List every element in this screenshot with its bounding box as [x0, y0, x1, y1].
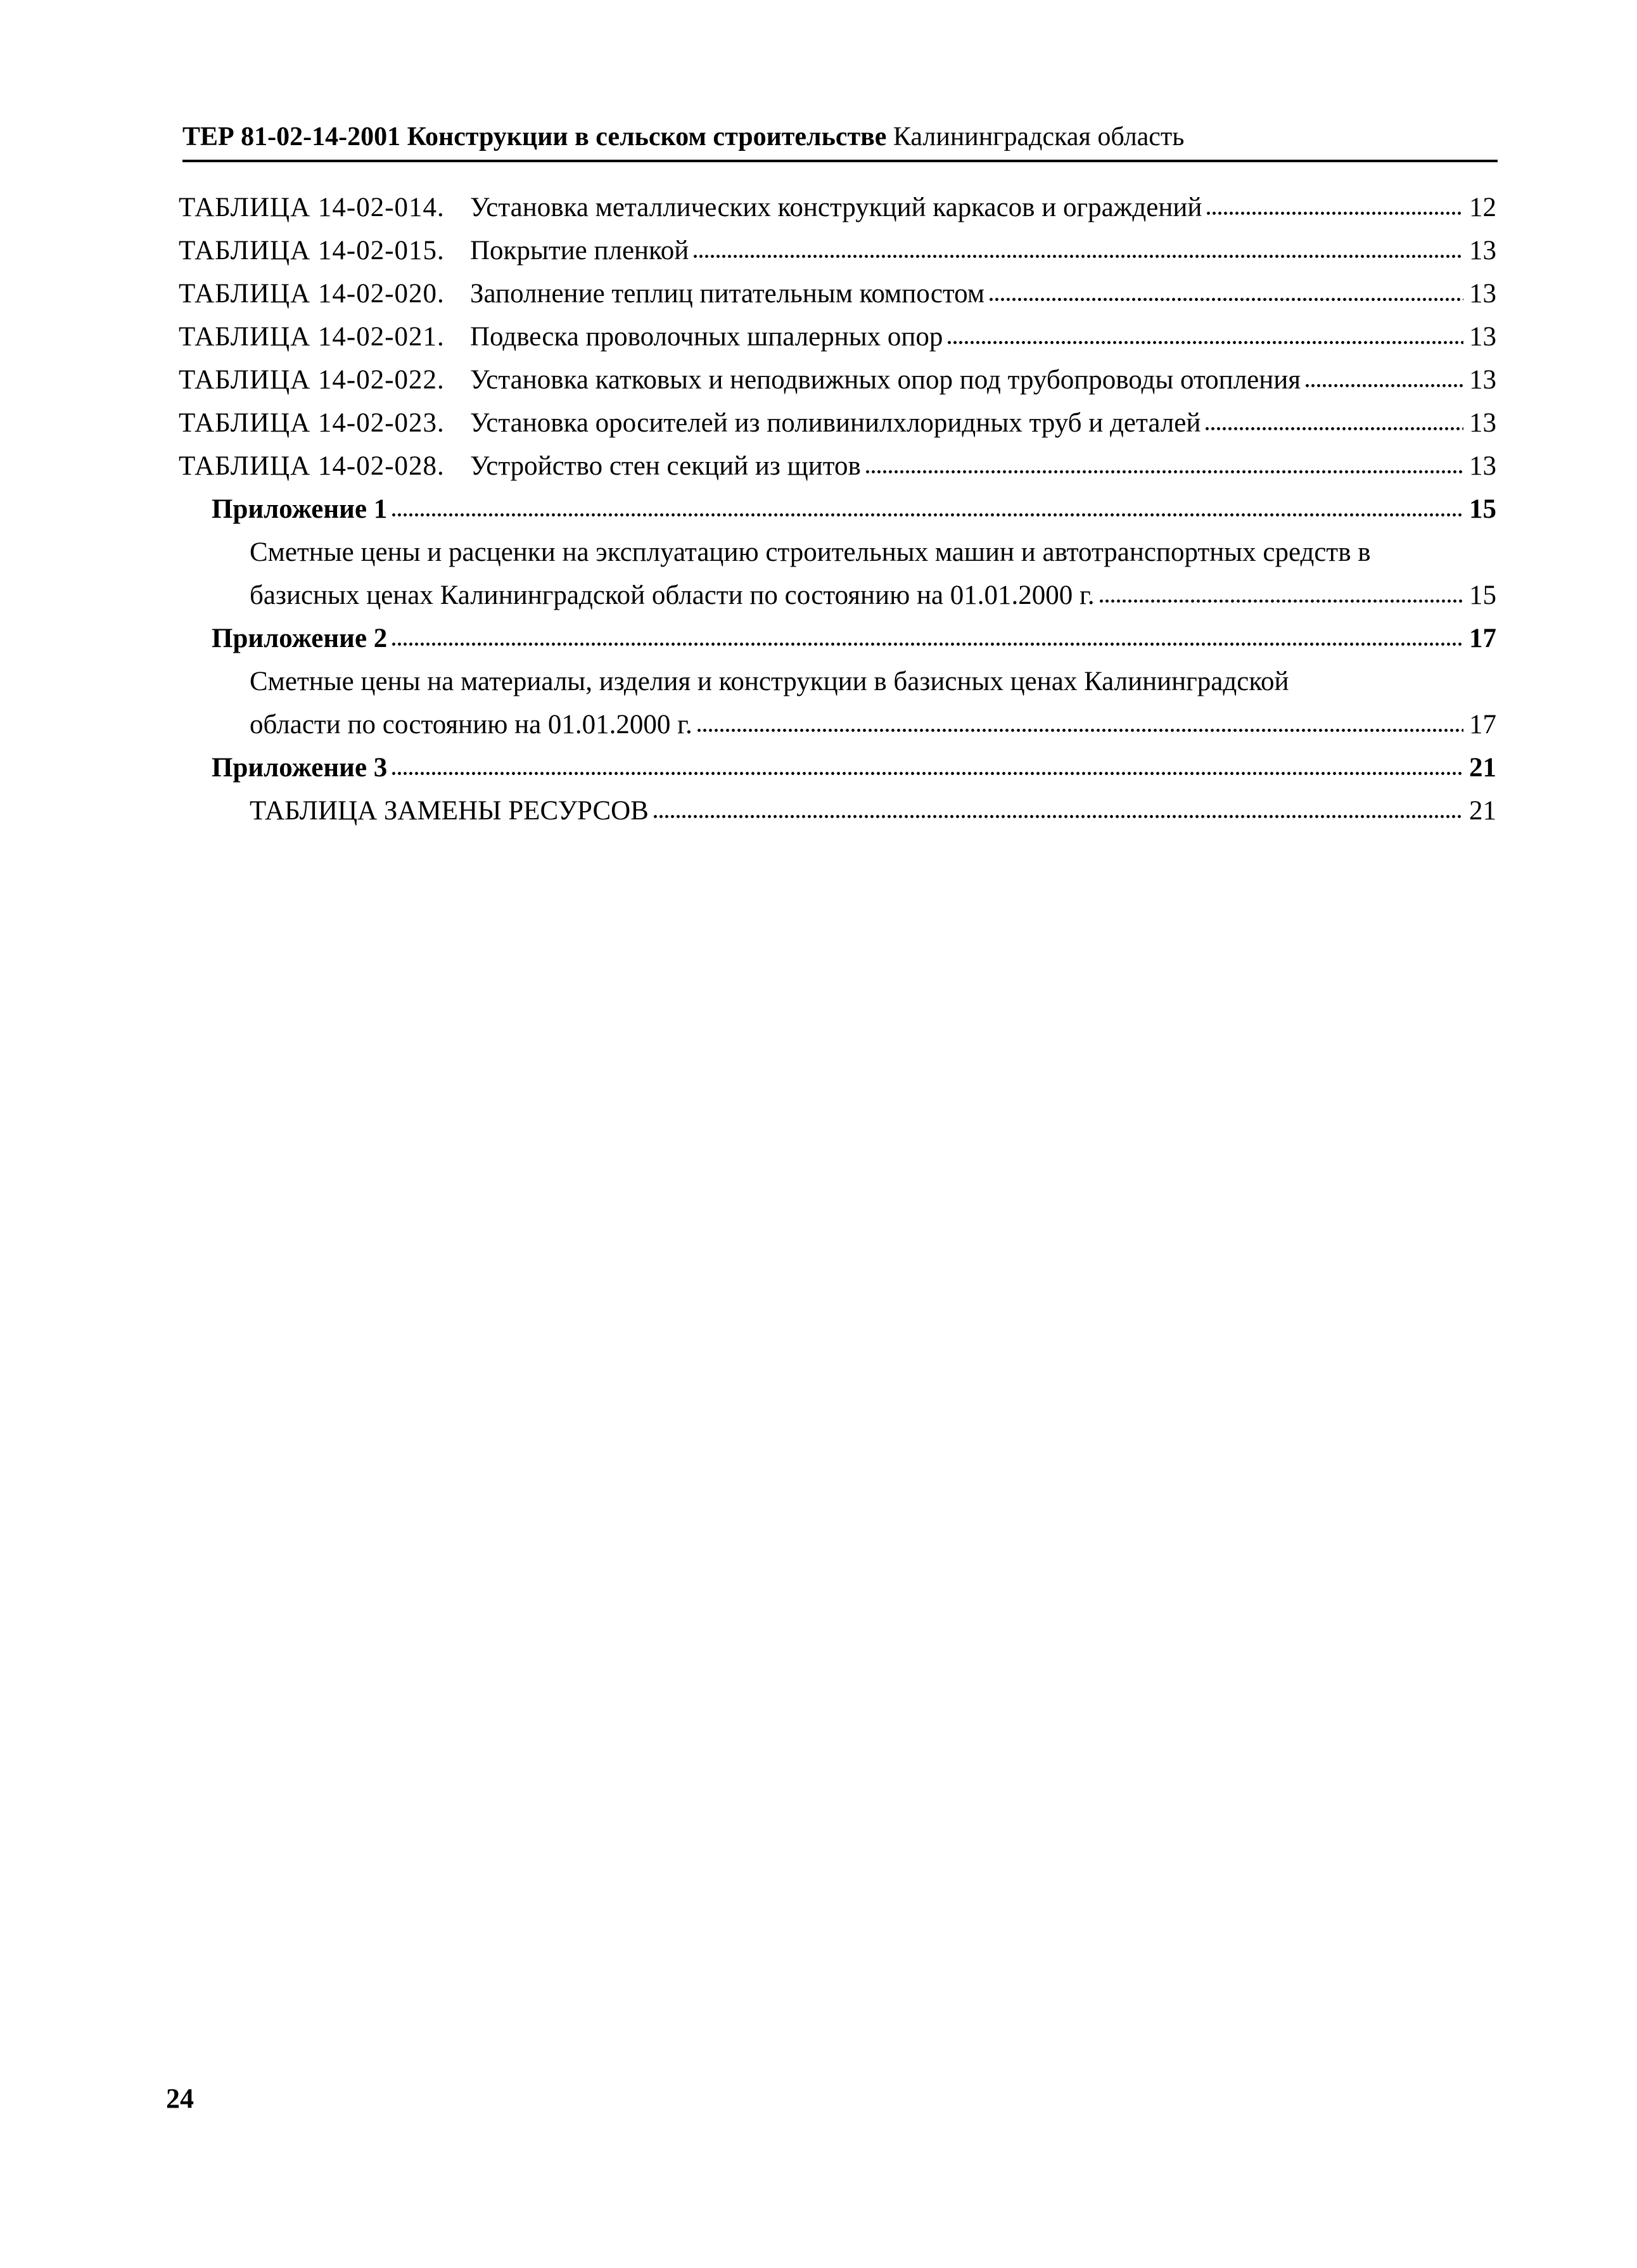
toc-entry-table-14-02-028[interactable] — [179, 447, 1496, 485]
dot-leader — [391, 769, 1463, 776]
toc-entry-table-14-02-014[interactable] — [179, 189, 1496, 227]
toc-entry-table-14-02-022[interactable] — [179, 361, 1496, 399]
dot-leader — [1099, 596, 1463, 604]
toc-entry-table-14-02-021[interactable] — [179, 318, 1496, 356]
toc-entry-appendix-3-desc[interactable] — [250, 792, 1496, 830]
dot-leader — [696, 726, 1463, 733]
dot-leader — [653, 812, 1463, 819]
toc-entry-title: Устройство стен секций из щитов — [470, 451, 861, 481]
dot-leader — [1206, 208, 1463, 216]
toc-entry-code: ТАБЛИЦА 14-02-014. — [179, 193, 445, 222]
toc-entry-title: Покрытие пленкой — [470, 236, 689, 266]
dot-leader — [391, 510, 1463, 518]
toc-entry-title: Установка катковых и неподвижных опор под трубопроводы отопления — [470, 365, 1301, 395]
toc-entry-page: 13 — [1469, 408, 1496, 438]
dot-leader — [988, 295, 1463, 302]
toc-entry-code: ТАБЛИЦА 14-02-023. — [179, 408, 445, 438]
toc-entry-code: ТАБЛИЦА 14-02-022. — [179, 365, 445, 395]
toc-entry-page: 17 — [1469, 710, 1496, 740]
toc-appendix-title: Приложение 2 — [212, 624, 388, 653]
toc-entry-code: ТАБЛИЦА 14-02-015. — [179, 236, 445, 266]
toc-appendix-desc-line-2: базисных ценах Калининградской области по состоянию на 01.01.2000 г. — [250, 580, 1095, 610]
dot-leader — [692, 252, 1463, 259]
toc-appendix-title: Приложение 3 — [212, 753, 388, 783]
toc-appendix-title: Приложение 1 — [212, 494, 388, 524]
toc-entry-page: 15 — [1469, 580, 1496, 610]
toc-appendix-2-desc-line-1: Сметные цены на материалы, изделия и конструкции в базисных ценах Калининградской — [250, 667, 1289, 696]
toc-entry-title: Подвеска проволочных шпалерных опор — [470, 322, 943, 352]
toc-entry-title: Установка оросителей из поливинилхлоридных труб и деталей — [470, 408, 1201, 438]
toc-entry-appendix-3[interactable] — [212, 749, 1496, 787]
dot-leader — [1204, 424, 1463, 432]
header-region: Калининградская область — [886, 122, 1185, 151]
toc-entry-appendix-1[interactable] — [212, 490, 1496, 529]
toc-entry-page: 21 — [1469, 753, 1496, 783]
toc-entry-page: 21 — [1469, 796, 1496, 826]
toc-entry-page: 13 — [1469, 236, 1496, 266]
page-number: 24 — [166, 2083, 194, 2114]
running-header — [182, 119, 1498, 162]
toc-entry-page: 13 — [1469, 279, 1496, 309]
dot-leader — [1304, 381, 1463, 388]
toc-entry-table-14-02-015[interactable] — [179, 232, 1496, 270]
toc-appendix-desc-line-1: ТАБЛИЦА ЗАМЕНЫ РЕСУРСОВ — [250, 796, 649, 826]
toc-entry-table-14-02-023[interactable] — [179, 404, 1496, 442]
dot-leader — [865, 467, 1463, 475]
header-doc-title: ТЕР 81-02-14-2001 Конструкции в сельском строительстве — [182, 122, 887, 151]
toc-entry-page: 12 — [1469, 193, 1496, 222]
toc-entry-appendix-2-desc[interactable] — [250, 706, 1496, 744]
toc-entry-title: Установка металлических конструкций каркасов и ограждений — [470, 193, 1202, 222]
toc-entry-code: ТАБЛИЦА 14-02-020. — [179, 279, 445, 309]
toc-entry-table-14-02-020[interactable] — [179, 275, 1496, 313]
toc-entry-appendix-1-desc[interactable] — [250, 577, 1496, 615]
toc-entry-page: 17 — [1469, 624, 1496, 653]
toc-entry-page: 13 — [1469, 322, 1496, 352]
toc-entry-appendix-2[interactable] — [212, 620, 1496, 658]
toc-appendix-desc-line-2: области по состоянию на 01.01.2000 г. — [250, 710, 692, 740]
toc-entry-code: ТАБЛИЦА 14-02-021. — [179, 322, 445, 352]
dot-leader — [946, 338, 1463, 345]
dot-leader — [391, 639, 1463, 647]
toc-entry-page: 15 — [1469, 494, 1496, 524]
toc-entry-title: Заполнение теплиц питательным компостом — [470, 279, 985, 309]
toc-entry-code: ТАБЛИЦА 14-02-028. — [179, 451, 445, 481]
toc-entry-page: 13 — [1469, 365, 1496, 395]
toc-appendix-1-desc-line-1: Сметные цены и расценки на эксплуатацию строительных машин и автотранспортных средств в — [250, 537, 1371, 567]
toc-entry-page: 13 — [1469, 451, 1496, 481]
